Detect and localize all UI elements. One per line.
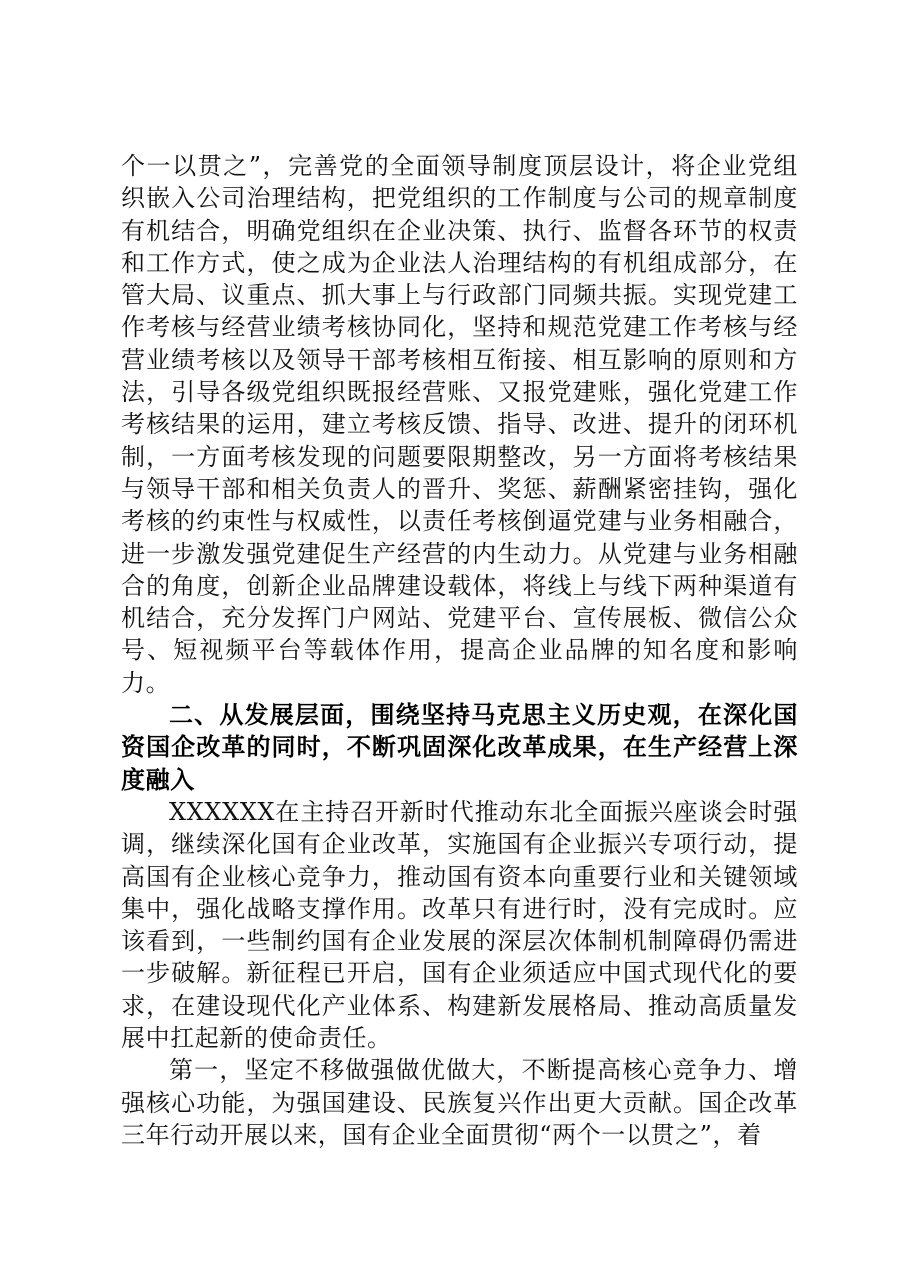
document-body [121, 150, 798, 1151]
body-paragraph-1: 个一以贯之”，完善党的全面领导制度顶层设计，将企业党组织嵌入公司治理结构，把党组织的工作制度与公司的规章制度有机结合，明确党组织在企业决策、执行、监督各环节的权责和工作方式，使之成为企业法人治理结构的有机组成部分，在管大局、议重点、抓大事上与行政部门同频共振。实现党建工作考核与经营业绩考核协同化，坚持和规范党建工作考核与经营业绩考核以及领导干部考核相互衔接、相互影响的原则和方法，引导各级党组织既报经营账、又报党建账，强化党建工作考核结果的运用，建立考核反馈、指导、改进、提升的闭环机制，一方面考核发现的问题要限期整改，另一方面将考核结果与领导干部和相关负责人的晋升、奖惩、薪酬紧密挂钩，强化考核的约束性与权威性，以责任考核倒逼党建与业务相融合，进一步激发强党建促生产经营的内生动力。从党建与业务相融合的角度，创新企业品牌建设载体，将线上与线下两种渠道有机结合，充分发挥门户网站、党建平台、宣传展板、微信公众号、短视频平台等载体作用，提高企业品牌的知名度和影响力。 [121, 152, 798, 697]
body-paragraph-3: 第一，坚定不移做强做优做大，不断提高核心竞争力、增强核心功能，为强国建设、民族复兴作出更大贡献。国企改革三年行动开展以来，国有企业全面贯彻“两个一以贯之”，着 [121, 1056, 798, 1149]
body-paragraph-2: XXXXXX在主持召开新时代推动东北全面振兴座谈会时强调，继续深化国有企业改革，实施国有企业振兴专项行动，提高国有企业核心竞争力，推动国有资本向重要行业和关键领域集中，强化战略支撑作用。改革只有进行时，没有完成时。应该看到，一些制约国有企业发展的深层次体制机制障碍仍需进一步破解。新征程已开启，国有企业须适应中国式现代化的要求，在建设现代化产业体系、构建新发展格局、推动高质量发展中扛起新的使命责任。 [121, 797, 798, 1053]
section-heading: 二、从发展层面，围绕坚持马克思主义历史观，在深化国资国企改革的同时，不断巩固深化改革成果，在生产经营上深度融入 [121, 701, 798, 794]
